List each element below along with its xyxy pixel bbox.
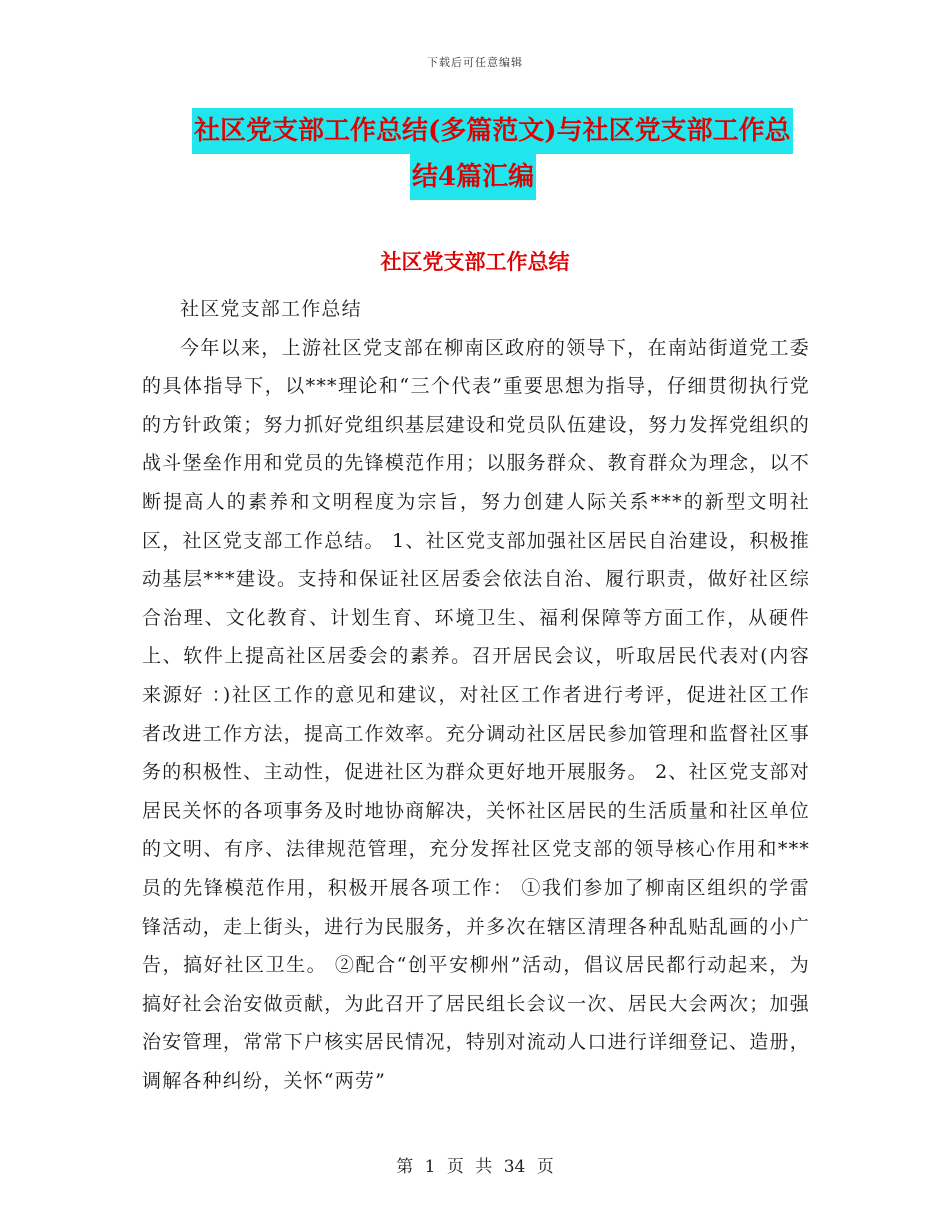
header-note: 下载后可任意编辑 <box>427 56 523 69</box>
title-line-1: 社区党支部工作总结(多篇范文)与社区党支部工作总 <box>192 108 793 154</box>
body-text <box>142 290 810 1100</box>
paragraph-body: 今年以来，上游社区党支部在柳南区政府的领导下，在南站街道党工委的具体指导下，以***理论和“三个代表”重要思想为指导，仔细贯彻执行党的方针政策；努力抓好党组织基层建设和党员队伍建设，努力发挥党组织的战斗堡垒作用和党员的先锋模范作用；以服务群众、教育群众为理念，以不断提高人的素养和文明程度为宗旨，努力创建人际关系***的新型文明社区，社区党支部工作总结。 1、社区党支部加强社区居民自治建设，积极推动基层***建设。支持和保证社区居委会依法自治、履行职责，做好社区综合治理、文化教育、计划生育、环境卫生、福利保障等方面工作，从硬件上、软件上提高社区居委会的素养。召开居民会议，听取居民代表对(内容来源好 ：)社区工作的意见和建议，对社区工作者进行考评，促进社区工作者改进工作方法，提高工作效率。充分调动社区居民参加管理和监督社区事务的积极性、主动性，促进社区为群众更好地开展服务。 2、社区党支部对居民关怀的各项事务及时地协商解决，关怀社区居民的生活质量和社区单位的文明、有序、法律规范管理，充分发挥社区党支部的领导核心作用和***员的先锋模范作用，积极开展各项工作： ①我们参加了柳南区组织的学雷锋活动，走上街头，进行为民服务，并多次在辖区清理各种乱贴乱画的小广告，搞好社区卫生。 ②配合“创平安柳州”活动，倡议居民都行动起来，为搞好社会治安做贡献，为此召开了居民组长会议一次、居民大会两次；加强治安管理，常常下户核实居民情况，特别对流动人口进行详细登记、造册，调解各种纠纷，关怀“两劳” <box>142 336 810 1092</box>
title-line-2: 结4篇汇编 <box>410 154 536 200</box>
paragraph-subtitle: 社区党支部工作总结 <box>180 298 362 320</box>
section-title: 社区党支部工作总结 <box>380 249 570 274</box>
page-footer: 第 1 页 共 34 页 <box>396 1157 554 1177</box>
